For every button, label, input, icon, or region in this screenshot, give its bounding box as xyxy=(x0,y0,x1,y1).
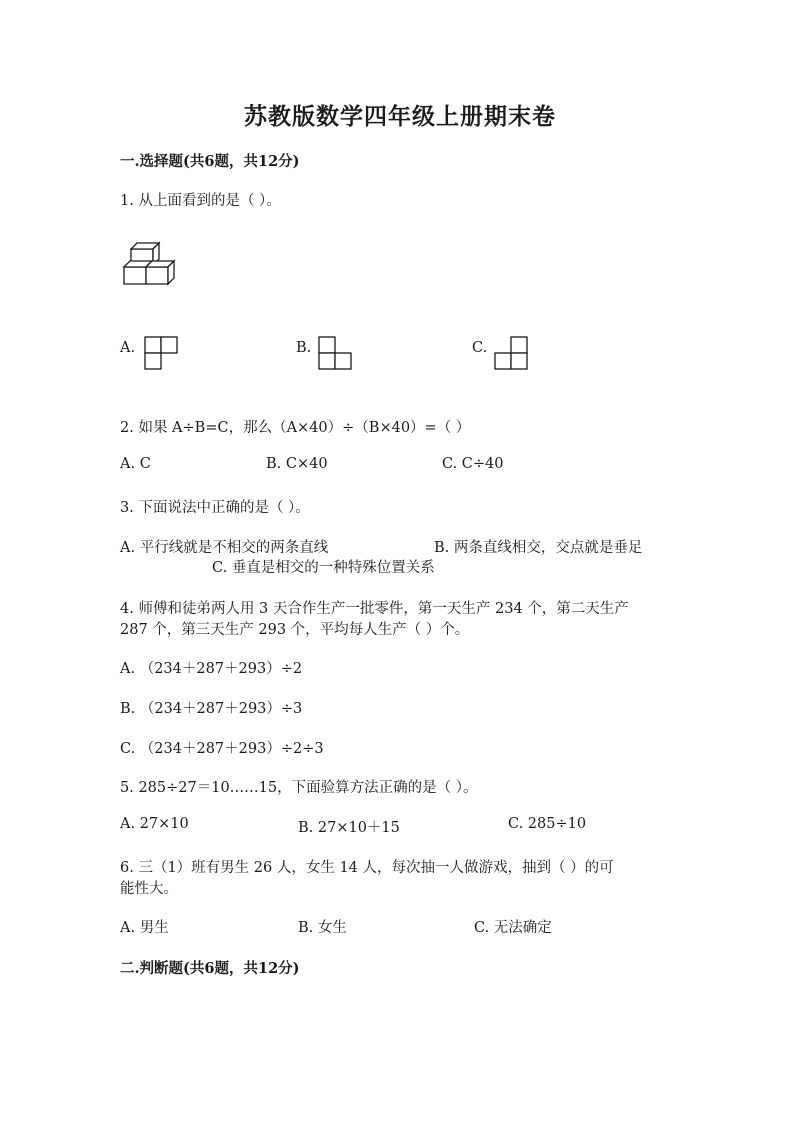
question-6-stem-line-2: 能性大。 xyxy=(120,881,178,897)
option-b-top-view-figure xyxy=(318,336,352,370)
question-6-option-b: B. 女生 xyxy=(298,920,347,936)
page-title: 苏教版数学四年级上册期末卷 xyxy=(244,103,556,130)
section-heading-true-false: 二.判断题(共6题，共12分) xyxy=(120,960,300,977)
question-3-option-b: B. 两条直线相交，交点就是垂足 xyxy=(434,540,643,556)
question-2-option-c: C. C÷40 xyxy=(442,456,504,472)
question-5-stem: 5. 285÷27＝10……15，下面验算方法正确的是（ ）。 xyxy=(120,780,478,796)
question-4-option-b: B. （234＋287＋293）÷3 xyxy=(120,701,303,717)
cube-stack-icon xyxy=(118,238,182,290)
question-4-stem-line-1: 4. 师傅和徒弟两人用 3 天合作生产一批零件，第一天生产 234 个，第二天生产 xyxy=(120,601,629,617)
question-3-option-a: A. 平行线就是不相交的两条直线 xyxy=(120,540,329,556)
question-2-option-a: A. C xyxy=(120,456,151,472)
question-5-option-b: B. 27×10＋15 xyxy=(298,820,400,836)
question-4-option-a: A. （234＋287＋293）÷2 xyxy=(120,661,303,677)
question-2-stem: 2. 如果 A÷B=C，那么（A×40）÷（B×40）=（ ） xyxy=(120,420,471,436)
question-1-option-a-label: A. xyxy=(120,340,136,356)
question-1-option-c-label: C. xyxy=(472,340,488,356)
option-c-top-view-figure xyxy=(494,336,528,370)
question-3-option-c: C. 垂直是相交的一种特殊位置关系 xyxy=(212,560,435,576)
question-2-option-b: B. C×40 xyxy=(266,456,328,472)
question-5-option-a: A. 27×10 xyxy=(120,816,189,832)
question-3-stem: 3. 下面说法中正确的是（ ）。 xyxy=(120,500,310,516)
question-5-option-c: C. 285÷10 xyxy=(508,816,587,832)
question-1-option-b-label: B. xyxy=(296,340,312,356)
question-1-stem: 1. 从上面看到的是（ ）。 xyxy=(120,193,281,209)
question-4-option-c: C. （234＋287＋293）÷2÷3 xyxy=(120,741,324,757)
section-heading-choice: 一.选择题(共6题，共12分) xyxy=(120,153,300,170)
question-6-stem-line-1: 6. 三（1）班有男生 26 人，女生 14 人，每次抽一人做游戏，抽到（ ）的可 xyxy=(120,860,614,876)
question-4-stem-line-2: 287 个，第三天生产 293 个，平均每人生产（ ）个。 xyxy=(120,622,470,638)
question-6-option-c: C. 无法确定 xyxy=(474,920,552,936)
question-6-option-a: A. 男生 xyxy=(120,920,169,936)
option-a-top-view-figure xyxy=(144,336,178,370)
